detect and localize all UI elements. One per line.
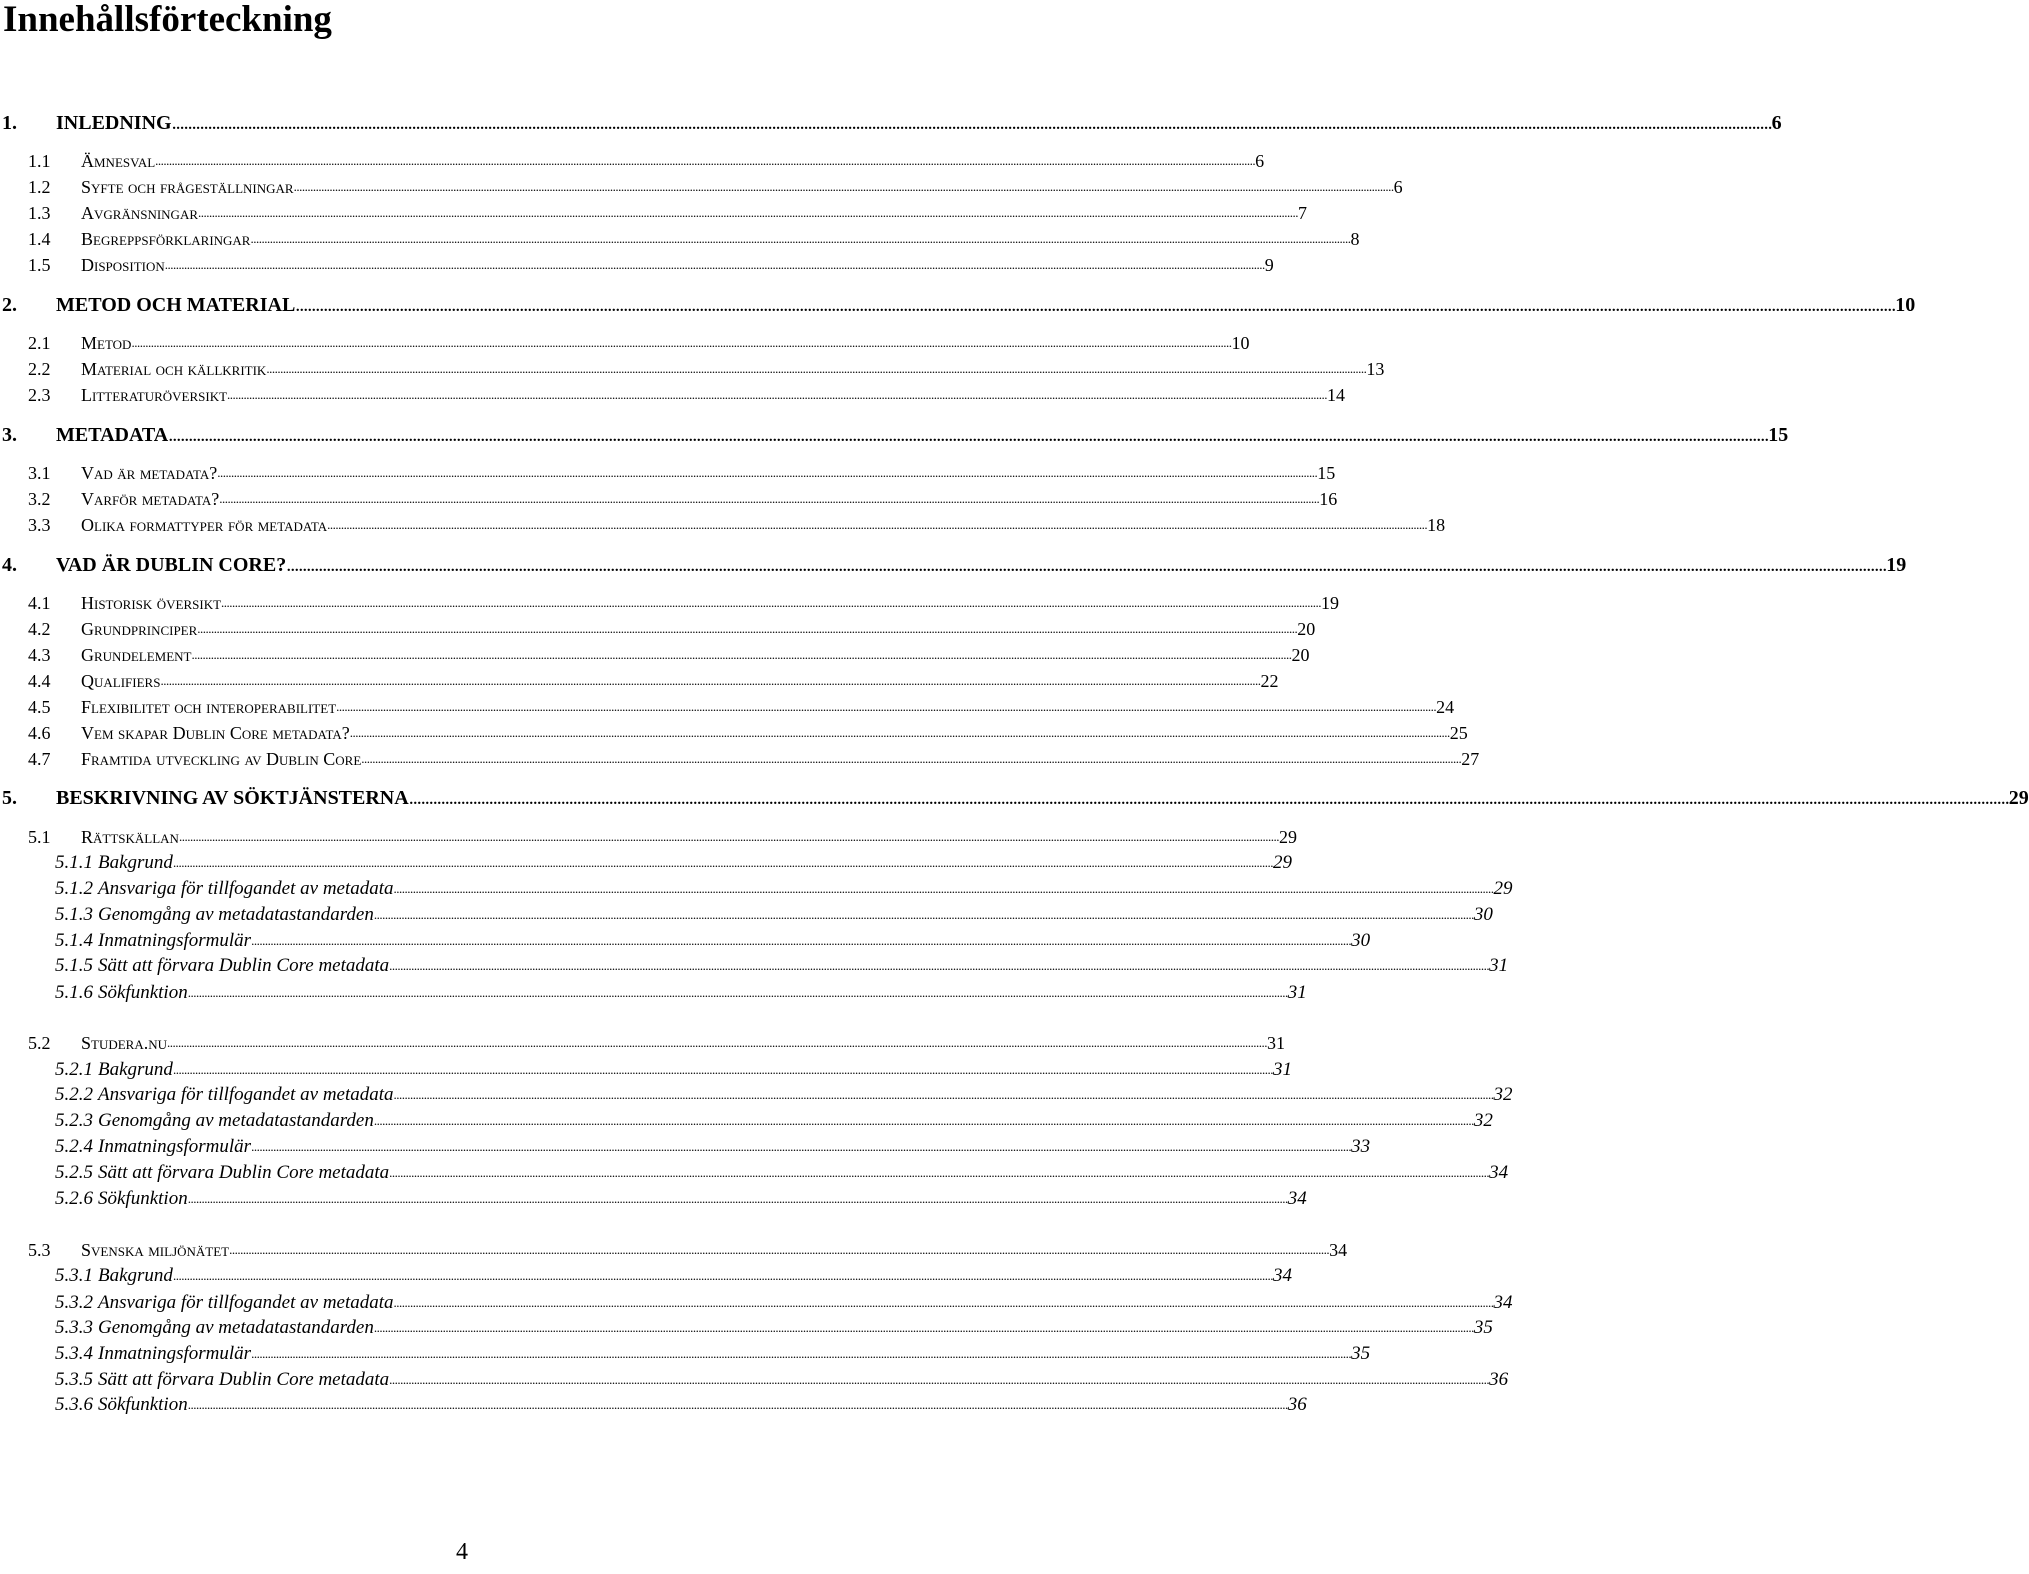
toc-dot-leader: ................................................................................................................................................................................................................................................................................................................................................................................................................ (250, 231, 1351, 246)
toc-entry[interactable] (0, 1082, 1513, 1108)
toc-dot-leader: ................................................................................................................................................................................................................................................................................................................................................................................................................ (197, 621, 1298, 636)
toc-entry-page: 32 (1493, 1084, 1513, 1105)
toc-dot-leader: ................................................................................................................................................................................................................................................................................................................................................................................................................ (349, 725, 1450, 740)
toc-entry[interactable] (0, 356, 1385, 382)
toc-dot-leader: ................................................................................................................................................................................................................................................................................................................................................................................................................ (131, 335, 1232, 350)
toc-entry-page: 29 (1278, 827, 1297, 847)
toc-entry-number: 1.1 (28, 151, 51, 171)
toc-entry-page: 19 (1886, 554, 1907, 576)
toc-dot-leader: ................................................................................................................................................................................................................................................................................................................................................................................................................ (221, 595, 1322, 610)
toc-entry-page: 10 (1895, 294, 1916, 316)
toc-entry[interactable] (0, 953, 1509, 979)
toc-entry[interactable] (0, 226, 1360, 252)
toc-dot-leader: ................................................................................................................................................................................................................................................................................................................................................................................................................ (389, 958, 1490, 973)
toc-entry-title: Grundprinciper (81, 619, 198, 639)
toc-dot-leader: ................................................................................................................................................................................................................................................................................................................................................................................................................ (229, 1242, 1330, 1257)
toc-entry-title: Grundelement (81, 645, 192, 665)
toc-dot-leader: ................................................................................................................................................................................................................................................................................................................................................................................................................ (393, 1295, 1494, 1310)
toc-entry-number: 2.2 (28, 359, 51, 379)
toc-dot-leader: ................................................................................................................................................................................................................................................................................................................................................................................................................ (293, 179, 1394, 194)
toc-dot-leader: ................................................................................................................................................................................................................................................................................................................................................................................................................ (187, 1191, 1288, 1206)
toc-entry[interactable] (0, 784, 2029, 812)
toc-dot-leader: ................................................................................................................................................................................................................................................................................................................................................................................................................ (393, 1087, 1494, 1102)
toc-entry-page: 30 (1473, 904, 1493, 925)
toc-entry[interactable] (0, 824, 1297, 850)
toc-entry-page: 13 (1366, 359, 1385, 379)
toc-entry-number: 4.3 (28, 645, 51, 665)
toc-entry[interactable] (0, 109, 1782, 137)
toc-entry-number: 3.2 (28, 489, 51, 509)
toc-dot-leader: ................................................................................................................................................................................................................................................................................................................................................................................................................ (198, 205, 1299, 220)
toc-dot-leader: ................................................................................................................................................................................................................................................................................................................................................................................................................ (171, 112, 1772, 134)
toc-entry-title: METOD OCH MATERIAL (56, 294, 296, 316)
toc-entry-number: 2.3 (28, 385, 51, 405)
toc-entry-page: 34 (1493, 1292, 1513, 1313)
toc-entry-number: 2.1 (28, 333, 51, 353)
toc-entry-number: 5.3 (28, 1240, 51, 1260)
toc-entry-title: Material och källkritik (81, 359, 267, 379)
toc-dot-leader: ................................................................................................................................................................................................................................................................................................................................................................................................................ (295, 294, 1896, 316)
toc-dot-leader: ................................................................................................................................................................................................................................................................................................................................................................................................................ (251, 1346, 1352, 1361)
toc-entry-title: BESKRIVNING AV SÖKTJÄNSTERNA (56, 787, 409, 809)
toc-entry[interactable] (0, 980, 1307, 1006)
toc-entry-title: Historisk översikt (81, 593, 222, 613)
toc-entry[interactable] (0, 1057, 1292, 1083)
toc-entry-page: 18 (1427, 515, 1446, 535)
toc-entry-title: Qualifiers (81, 671, 161, 691)
toc-entry-title: Genomgång av metadatastandarden (98, 1110, 374, 1131)
toc-entry-title: Svenska miljönätet (81, 1240, 230, 1260)
toc-entry-page: 15 (1768, 424, 1789, 446)
toc-dot-leader: ................................................................................................................................................................................................................................................................................................................................................................................................................ (389, 1165, 1490, 1180)
toc-entry[interactable] (0, 512, 1446, 538)
toc-entry-number: 3.3 (28, 515, 51, 535)
toc-dot-leader: ................................................................................................................................................................................................................................................................................................................................................................................................................ (361, 751, 1462, 766)
toc-entry[interactable] (0, 720, 1468, 746)
toc-entry-title: VAD ÄR DUBLIN CORE? (56, 554, 287, 576)
toc-entry-title: Ansvariga för tillfogandet av metadata (98, 1292, 394, 1313)
toc-dot-leader: ................................................................................................................................................................................................................................................................................................................................................................................................................ (373, 1320, 1474, 1335)
toc-entry-title: Begreppsförklaringar (81, 229, 251, 249)
toc-dot-leader: ................................................................................................................................................................................................................................................................................................................................................................................................................ (286, 554, 1887, 576)
toc-dot-leader: ................................................................................................................................................................................................................................................................................................................................................................................................................ (251, 1139, 1352, 1154)
page-title: Innehållsförteckning (3, 0, 332, 40)
toc-entry-page: 34 (1272, 1265, 1292, 1286)
toc-entry-number: 3. (2, 424, 17, 446)
toc-entry-title: Vem skapar Dublin Core metadata? (81, 723, 350, 743)
toc-dot-leader: ................................................................................................................................................................................................................................................................................................................................................................................................................ (168, 424, 1769, 446)
toc-dot-leader: ................................................................................................................................................................................................................................................................................................................................................................................................................ (172, 855, 1273, 870)
toc-entry-number: 5.2.2 (55, 1084, 93, 1105)
toc-entry-number: 4.5 (28, 697, 51, 717)
toc-entry[interactable] (0, 746, 1480, 772)
toc-entry-title: Ansvariga för tillfogandet av metadata (98, 1084, 394, 1105)
toc-entry-number: 5.1.1 (55, 852, 93, 873)
toc-entry-number: 1.4 (28, 229, 51, 249)
toc-entry-title: Ämnesval (81, 151, 156, 171)
toc-entry[interactable] (0, 668, 1279, 694)
toc-entry-number: 5.1.2 (55, 878, 93, 899)
toc-entry[interactable] (0, 148, 1265, 174)
toc-entry[interactable] (0, 1290, 1513, 1316)
toc-entry-number: 5.3.2 (55, 1292, 93, 1313)
toc-entry-title: Inmatningsformulär (98, 930, 252, 951)
toc-entry[interactable] (0, 330, 1250, 356)
toc-dot-leader: ................................................................................................................................................................................................................................................................................................................................................................................................................ (251, 933, 1352, 948)
toc-entry-page: 29 (2008, 787, 2029, 809)
toc-entry-title: Framtida utveckling av Dublin Core (81, 749, 362, 769)
toc-entry-title: Olika formattyper för metadata (81, 515, 328, 535)
toc-entry-title: Disposition (81, 255, 165, 275)
toc-entry-page: 36 (1489, 1369, 1509, 1390)
toc-entry-title: Sökfunktion (98, 1188, 188, 1209)
toc-entry-title: INLEDNING (56, 112, 172, 134)
toc-entry-number: 5.2.1 (55, 1059, 93, 1080)
toc-entry-number: 5.3.3 (55, 1317, 93, 1338)
toc-entry-title: Sökfunktion (98, 1394, 188, 1415)
toc-entry-title: Sökfunktion (98, 982, 188, 1003)
toc-dot-leader: ................................................................................................................................................................................................................................................................................................................................................................................................................ (172, 1268, 1273, 1283)
toc-entry-page: 6 (1771, 112, 1782, 134)
toc-entry-page: 31 (1272, 1059, 1292, 1080)
toc-dot-leader: ................................................................................................................................................................................................................................................................................................................................................................................................................ (187, 1397, 1288, 1412)
toc-entry-page: 27 (1461, 749, 1480, 769)
toc-entry-title: Inmatningsformulär (98, 1343, 252, 1364)
toc-entry-number: 5.3.6 (55, 1394, 93, 1415)
toc-entry[interactable] (0, 616, 1316, 642)
toc-entry[interactable] (0, 460, 1336, 486)
toc-entry-page: 31 (1287, 982, 1307, 1003)
toc-entry-number: 5.1.3 (55, 904, 93, 925)
toc-entry-title: Vad är metadata? (81, 463, 218, 483)
toc-entry[interactable] (0, 1367, 1509, 1393)
toc-entry-page: 20 (1297, 619, 1316, 639)
toc-entry-page: 14 (1327, 385, 1346, 405)
toc-entry[interactable] (0, 1030, 1286, 1056)
toc-entry-number: 5.1.4 (55, 930, 93, 951)
toc-entry-title: Avgränsningar (81, 203, 199, 223)
toc-entry-title: Varför metadata? (81, 489, 220, 509)
toc-entry-title: METADATA (56, 424, 169, 446)
toc-entry-number: 1.2 (28, 177, 51, 197)
toc-entry-page: 34 (1489, 1162, 1509, 1183)
toc-entry[interactable] (0, 1237, 1348, 1263)
toc-entry-title: Metod (81, 333, 132, 353)
toc-entry-page: 8 (1350, 229, 1360, 249)
toc-entry-number: 5.3.4 (55, 1343, 93, 1364)
toc-entry-page: 34 (1287, 1188, 1307, 1209)
toc-entry-title: Genomgång av metadatastandarden (98, 1317, 374, 1338)
toc-entry-number: 5.1.6 (55, 982, 93, 1003)
toc-entry-page: 24 (1436, 697, 1455, 717)
toc-entry-number: 4.4 (28, 671, 51, 691)
toc-entry-number: 4.1 (28, 593, 51, 613)
toc-dot-leader: ................................................................................................................................................................................................................................................................................................................................................................................................................ (167, 1035, 1268, 1050)
toc-entry-number: 5.2.6 (55, 1188, 93, 1209)
toc-entry-title: Genomgång av metadatastandarden (98, 904, 374, 925)
toc-entry[interactable] (0, 1160, 1509, 1186)
toc-entry-page: 19 (1321, 593, 1340, 613)
toc-entry-number: 5.2.5 (55, 1162, 93, 1183)
toc-entry-title: Sätt att förvara Dublin Core metadata (98, 955, 390, 976)
toc-entry-page: 34 (1329, 1240, 1348, 1260)
toc-entry[interactable] (0, 252, 1274, 278)
toc-entry-page: 29 (1272, 852, 1292, 873)
toc-entry-title: Bakgrund (98, 1265, 173, 1286)
toc-entry-number: 5.3.1 (55, 1265, 93, 1286)
toc-entry-page: 35 (1351, 1343, 1371, 1364)
toc-entry-number: 5.2.3 (55, 1110, 93, 1131)
toc-entry-title: Litteraturöversikt (81, 385, 228, 405)
toc-entry-page: 6 (1393, 177, 1403, 197)
toc-dot-leader: ................................................................................................................................................................................................................................................................................................................................................................................................................ (219, 491, 1320, 506)
toc-entry-page: 30 (1351, 930, 1371, 951)
toc-entry-page: 6 (1255, 151, 1265, 171)
toc-dot-leader: ................................................................................................................................................................................................................................................................................................................................................................................................................ (227, 387, 1328, 402)
toc-entry[interactable] (0, 1263, 1292, 1289)
toc-entry[interactable] (0, 1392, 1307, 1418)
toc-entry-title: Sätt att förvara Dublin Core metadata (98, 1369, 390, 1390)
toc-entry-number: 4.2 (28, 619, 51, 639)
toc-entry[interactable] (0, 1134, 1371, 1160)
toc-entry[interactable] (0, 174, 1403, 200)
toc-entry-number: 5.1 (28, 827, 51, 847)
toc-entry-title: Rättskällan (81, 827, 179, 847)
toc-entry[interactable] (0, 486, 1338, 512)
toc-entry-title: Sätt att förvara Dublin Core metadata (98, 1162, 390, 1183)
toc-entry[interactable] (0, 590, 1340, 616)
toc-entry-number: 5.2 (28, 1033, 51, 1053)
toc-entry-page: 31 (1489, 955, 1509, 976)
toc-dot-leader: ................................................................................................................................................................................................................................................................................................................................................................................................................ (327, 517, 1428, 532)
toc-dot-leader: ................................................................................................................................................................................................................................................................................................................................................................................................................ (191, 647, 1292, 662)
toc-entry-page: 31 (1267, 1033, 1286, 1053)
toc-entry-page: 7 (1298, 203, 1308, 223)
toc-entry-page: 9 (1264, 255, 1274, 275)
toc-entry-number: 4. (2, 554, 17, 576)
toc-entry-number: 1.3 (28, 203, 51, 223)
toc-dot-leader: ................................................................................................................................................................................................................................................................................................................................................................................................................ (408, 787, 2009, 809)
toc-dot-leader: ................................................................................................................................................................................................................................................................................................................................................................................................................ (217, 465, 1318, 480)
toc-entry-number: 5.2.4 (55, 1136, 93, 1157)
toc-entry[interactable] (0, 694, 1455, 720)
toc-dot-leader: ................................................................................................................................................................................................................................................................................................................................................................................................................ (389, 1372, 1490, 1387)
toc-entry-page: 16 (1319, 489, 1338, 509)
toc-entry-title: Bakgrund (98, 1059, 173, 1080)
toc-entry-number: 4.6 (28, 723, 51, 743)
toc-entry[interactable] (0, 421, 1789, 449)
toc-dot-leader: ................................................................................................................................................................................................................................................................................................................................................................................................................ (155, 153, 1256, 168)
toc-entry-title: Syfte och frågeställningar (81, 177, 294, 197)
toc-entry-page: 33 (1351, 1136, 1371, 1157)
toc-dot-leader: ................................................................................................................................................................................................................................................................................................................................................................................................................ (373, 907, 1474, 922)
toc-entry-number: 1. (2, 112, 17, 134)
toc-entry-page: 20 (1291, 645, 1310, 665)
toc-entry-page: 25 (1449, 723, 1468, 743)
toc-entry[interactable] (0, 382, 1346, 408)
toc-entry-title: Studera.nu (81, 1033, 168, 1053)
toc-entry-page: 29 (1493, 878, 1513, 899)
toc-entry-number: 5. (2, 787, 17, 809)
toc-dot-leader: ................................................................................................................................................................................................................................................................................................................................................................................................................ (393, 881, 1494, 896)
toc-entry-number: 1.5 (28, 255, 51, 275)
toc-entry[interactable] (0, 642, 1310, 668)
toc-entry[interactable] (0, 200, 1308, 226)
page-number: 4 (456, 1539, 468, 1565)
toc-dot-leader: ................................................................................................................................................................................................................................................................................................................................................................................................................ (160, 673, 1261, 688)
toc-entry[interactable] (0, 1186, 1307, 1212)
toc-entry-page: 36 (1287, 1394, 1307, 1415)
toc-entry-page: 35 (1473, 1317, 1493, 1338)
toc-entry[interactable] (0, 1108, 1493, 1134)
toc-entry-title: Bakgrund (98, 852, 173, 873)
toc-entry-number: 3.1 (28, 463, 51, 483)
toc-entry[interactable] (0, 291, 1916, 319)
toc-dot-leader: ................................................................................................................................................................................................................................................................................................................................................................................................................ (172, 1062, 1273, 1077)
toc-entry-title: Flexibilitet och interoperabilitet (81, 697, 337, 717)
toc-entry-number: 5.3.5 (55, 1369, 93, 1390)
toc-entry-title: Ansvariga för tillfogandet av metadata (98, 878, 394, 899)
toc-dot-leader: ................................................................................................................................................................................................................................................................................................................................................................................................................ (164, 257, 1265, 272)
toc-entry-page: 32 (1473, 1110, 1493, 1131)
toc-entry[interactable] (0, 850, 1292, 876)
toc-entry-page: 10 (1231, 333, 1250, 353)
toc-entry[interactable] (0, 928, 1371, 954)
toc-entry[interactable] (0, 1315, 1493, 1341)
toc-entry-title: Inmatningsformulär (98, 1136, 252, 1157)
toc-entry[interactable] (0, 551, 1907, 579)
toc-dot-leader: ................................................................................................................................................................................................................................................................................................................................................................................................................ (266, 361, 1367, 376)
toc-entry[interactable] (0, 876, 1513, 902)
toc-entry-page: 22 (1260, 671, 1279, 691)
toc-entry-page: 15 (1317, 463, 1336, 483)
toc-dot-leader: ................................................................................................................................................................................................................................................................................................................................................................................................................ (178, 829, 1279, 844)
toc-entry-number: 2. (2, 294, 17, 316)
toc-entry[interactable] (0, 902, 1493, 928)
toc-entry-number: 4.7 (28, 749, 51, 769)
toc-dot-leader: ................................................................................................................................................................................................................................................................................................................................................................................................................ (336, 699, 1437, 714)
toc-dot-leader: ................................................................................................................................................................................................................................................................................................................................................................................................................ (187, 985, 1288, 1000)
toc-entry[interactable] (0, 1341, 1371, 1367)
toc-entry-number: 5.1.5 (55, 955, 93, 976)
toc-dot-leader: ................................................................................................................................................................................................................................................................................................................................................................................................................ (373, 1113, 1474, 1128)
